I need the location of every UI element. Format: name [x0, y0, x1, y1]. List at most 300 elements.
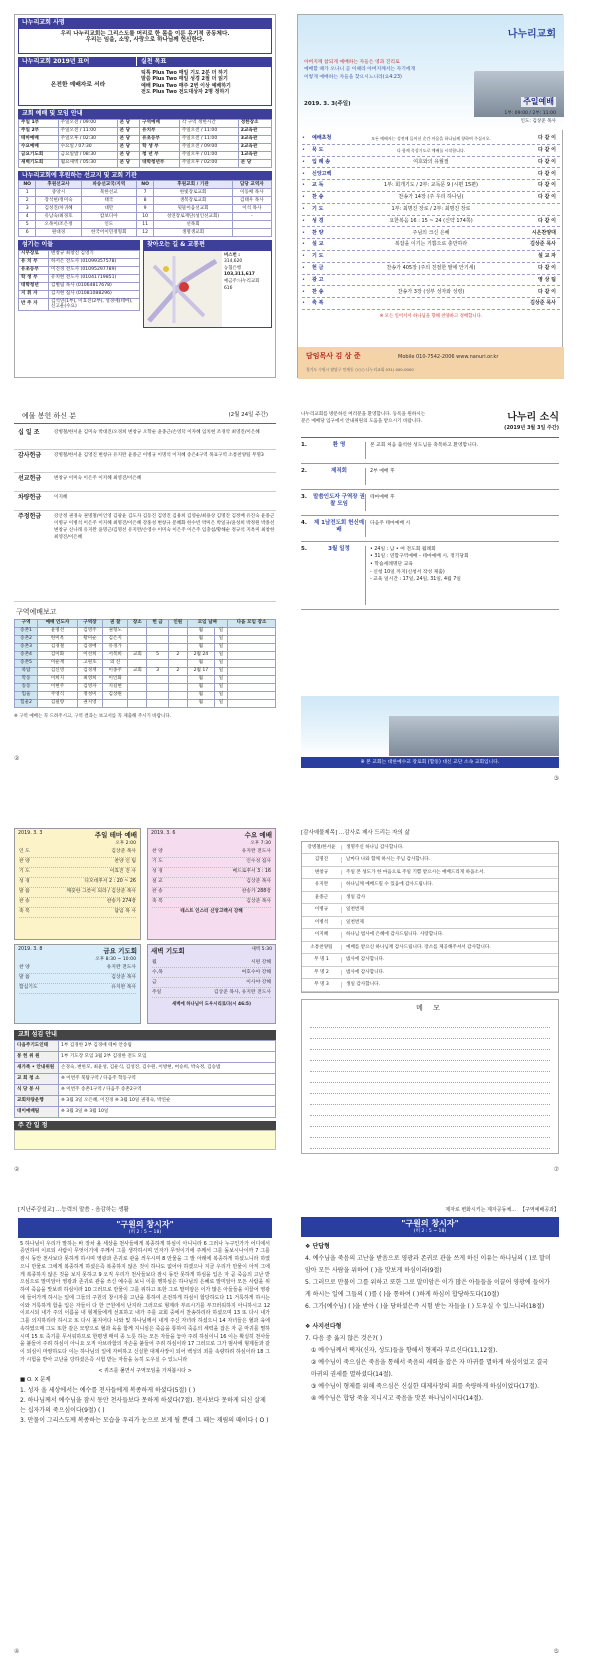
card-rows — [148, 957, 275, 999]
service-row — [19, 868, 136, 878]
order-row — [302, 251, 560, 263]
memo-title: 메 모 — [416, 1003, 444, 1012]
news-heading: 제 1남전도회 헌신예배 — [313, 519, 365, 533]
page-cover — [297, 14, 563, 378]
cell-row — [15, 667, 276, 675]
news-body: 본 교회 처음 출석한 성도님을 축복하고 환영합니다. — [365, 442, 559, 459]
staff-name: 김별림 목사 (01064817678) — [49, 282, 140, 290]
thanks-text: 하나님께 예배드릴 수 있음에 감사드립니다. — [346, 882, 434, 888]
service-row — [152, 888, 271, 898]
order-detail: 찬송가 405장 (주의 친절한 팔에 안기세) — [386, 265, 476, 272]
bullet-icon: • — [302, 253, 305, 260]
bullet-icon: • — [302, 158, 305, 165]
goal-text: 온전한 예배자로 서라 — [50, 82, 106, 89]
cell-value: 2 — [168, 667, 187, 675]
cell-value — [147, 675, 168, 683]
order-row — [302, 180, 560, 192]
order-row — [302, 168, 560, 180]
card-title: 수요 예배 — [244, 831, 272, 839]
cell-value: 교회 — [128, 651, 147, 659]
news-item — [301, 490, 559, 516]
cell-value — [128, 683, 147, 691]
wednesday-card — [147, 828, 276, 940]
order-row — [302, 227, 560, 239]
duty-label: 대이예배팀 — [15, 1106, 59, 1117]
service-row — [19, 888, 136, 898]
order-person: 다 같 이 — [538, 135, 556, 142]
staff-row — [19, 290, 140, 298]
service-part: 축 복 — [19, 909, 30, 915]
cell-value — [227, 643, 275, 651]
mission-cell: 선목회 — [154, 221, 232, 229]
card-time: 오후 8:30 ~ 10:00 — [95, 957, 136, 963]
news-num: 2. — [301, 467, 307, 474]
news-heading: 말씀인도자 구역장 권찰 모임 — [313, 493, 365, 507]
mission-cell: 김성진/차귀혜 — [36, 205, 81, 213]
thanks-text: 생명주신 하나님 감사합니다. — [346, 844, 404, 850]
duty-label: 봉 헌 위 원 — [15, 1051, 59, 1062]
meeting-cell: 주일오전 / 11:00 — [179, 127, 238, 135]
cover-verse — [304, 59, 474, 81]
news-num: 3. — [301, 493, 307, 500]
cell-value — [128, 675, 147, 683]
service-person: 김상준 목사 — [111, 975, 136, 981]
bullet-icon: • — [302, 206, 305, 213]
verse-line: 아버지께 참되게 예배하는 자들은 영과 진리로 — [304, 60, 400, 65]
order-item: 예배초청 — [312, 135, 332, 142]
offering-row — [14, 492, 276, 511]
service-person: 유지완 전도사 — [106, 965, 136, 971]
page-number: ⑤ — [553, 1647, 559, 1655]
cell-row — [15, 659, 276, 667]
offering-names: 강병철/한서윤 김영진 변창규 유지완 윤종근 이병규 이명석 이지혜 송은4구역 목표구역 소통찬양팀 무명3 — [54, 452, 264, 458]
missions-head-cell: NO — [19, 181, 36, 189]
cell-value: 고원호 — [77, 659, 102, 667]
thanks-list — [301, 841, 559, 993]
service-row — [19, 898, 136, 908]
meetings-title: 교회 예배 및 모임 안내 — [18, 109, 272, 119]
card-title: 금요 기도회 — [103, 947, 137, 955]
cell-value: 주영식 — [38, 691, 78, 699]
offering-type: 주정헌금 — [18, 512, 42, 520]
card-time: 오후 2:00 — [115, 841, 136, 847]
staff-name: 유치현 전도사 (01041719851) — [49, 274, 140, 282]
thanks-row — [302, 854, 558, 867]
order-item: 헌 금 — [312, 265, 324, 272]
duty-value: ※ 3월 3일 오은혜, 이진경 ※ 3월 10일 권경숙, 박연순 — [59, 1095, 276, 1106]
lesson-section: ❖ 사지선다형 — [305, 1322, 342, 1330]
order-person: 다 같 이 — [538, 288, 556, 295]
order-row — [302, 263, 560, 275]
service-part: 기 도 — [152, 859, 163, 865]
bullet-icon: • — [302, 135, 305, 142]
cell-value: 서복희 — [103, 651, 128, 659]
meeting-cell: 월요새벽 / 05:30 — [58, 159, 117, 167]
bullet-icon: • — [302, 288, 305, 295]
thanks-row — [302, 954, 558, 967]
duty-value: 손경숙, 변한모, 최윤성, 김운식, 김성진, 김수원, 이방현, 여승희, 박숙정, 김승범 — [59, 1062, 276, 1073]
vision-line-2: 우리는 임을, 소망, 사랑으로 하나님께 헌신한다. — [85, 37, 205, 44]
service-person: 김상준 목사 — [111, 849, 136, 855]
cell-value — [227, 667, 275, 675]
verse-line: 예배할 때가 오나니 곧 이때라 아버지께서는 자기에게 — [304, 67, 416, 73]
news-heading: 제직회 — [331, 467, 347, 474]
meeting-cell: 구역예배 — [140, 119, 180, 127]
cell-head: 구역장 — [77, 619, 102, 627]
cell-value: 일 — [214, 667, 227, 675]
thanks-text: 생일 감사 — [346, 894, 366, 900]
service-part: 월 — [152, 959, 157, 965]
order-person: 다 같 이 — [538, 194, 556, 201]
thanks-title: [감사예물제목] …감사로 제사 드리는 자의 삶 — [301, 830, 410, 836]
cell-value: 김신영 — [38, 667, 78, 675]
cell-head: 인원 — [168, 619, 187, 627]
thanks-name: 유지완 — [302, 882, 342, 888]
order-item: 축 복 — [312, 300, 324, 307]
news-body: 테마예배 후 — [365, 494, 559, 511]
news-date: (2019년 3월 3일 주간) — [504, 424, 559, 431]
cell-value: 월 — [187, 683, 214, 691]
cell-value: 이순재 — [38, 659, 78, 667]
cover-date: 2019. 3. 3(주일) — [304, 101, 351, 107]
cell-value — [168, 643, 187, 651]
cell-row — [15, 691, 276, 699]
service-person: 디모데후서 2 : 20 ~ 26 — [84, 879, 136, 885]
cell-value — [227, 683, 275, 691]
cell-value — [128, 635, 147, 643]
mission-cell: 한빛장로교회 — [154, 189, 232, 197]
cell-value: 일 — [214, 683, 227, 691]
thanks-text: 생일 감사합니다. — [346, 982, 380, 988]
thanks-row — [302, 917, 558, 930]
service-person: 김상준 목사 — [246, 879, 271, 885]
cell-value: 의 신 — [103, 659, 128, 667]
cell-row — [15, 635, 276, 643]
mission-cell: 생복장로교회 — [154, 197, 232, 205]
order-item: 찬 송 — [312, 194, 324, 201]
cell-value: 이희지 — [38, 675, 78, 683]
page-number: ② — [14, 1165, 20, 1173]
staff-role: 대학청년 — [19, 282, 49, 290]
offering-type: 십 일 조 — [18, 428, 40, 436]
offering-type: 차량헌금 — [18, 493, 42, 501]
mission-cell: 9 — [136, 205, 153, 213]
mission-row — [19, 213, 272, 221]
sermon-title-bar — [18, 1218, 272, 1238]
bullet-icon: • — [302, 276, 305, 283]
bullet-icon: • — [302, 147, 305, 154]
meeting-cell: 본 당 — [117, 151, 140, 159]
service-person: 깨끗한 그릇이 되라 / 김상준 목사 — [66, 889, 136, 895]
verse-line: 이렇게 예배하는 자들을 찾으시느니라(요4:23) — [304, 74, 402, 80]
order-item: 광 고 — [312, 276, 324, 283]
service-row — [19, 858, 136, 868]
offering-row — [14, 450, 276, 473]
thanks-name: 무 명 2 — [302, 970, 342, 976]
bullet-icon: • — [302, 265, 305, 272]
duty-value: ※ 3월 3일 ※ 3월 10일 — [59, 1106, 276, 1117]
cell-value: 월 — [187, 627, 214, 635]
practice-item: 전도 Plus Two 전도대상자 2명 정하기 — [141, 88, 230, 95]
thanks-row — [302, 867, 558, 880]
order-item: 입 례 송 — [312, 158, 330, 165]
thanks-text: 날마다 나와 함께 하시는 주님 감사합니다. — [346, 857, 431, 863]
cell-value — [103, 699, 128, 707]
cell-value: 일 — [214, 643, 227, 651]
order-item: 찬 송 — [312, 288, 324, 295]
meeting-cell: 주일오후 / 02:00 — [179, 159, 238, 167]
cell-head: 장소 — [128, 619, 147, 627]
wed-sermon: 테스트 인스터 신앙고백서 강해 — [180, 908, 243, 914]
vision-title: 나누리교회 사명 — [18, 18, 272, 28]
cell-row — [15, 699, 276, 707]
quiz-item: 3. 만물이 그리스도께 복종하는 모습을 우리가 눈으로 보게 될 뿐데 그 때는 재림의 때이다 ( O ) — [20, 1417, 269, 1425]
cell-head: 권 찰 — [103, 619, 128, 627]
service-row — [152, 898, 271, 908]
card-date: 2019. 3. 6 — [151, 831, 176, 836]
cell-value: 황미순 — [77, 635, 102, 643]
staff-table — [18, 250, 140, 311]
cell-value: 이선희 — [77, 651, 102, 659]
mc-option: ③ 예수님이 형제를 위해 죽으심은 신실한 대제사장의 죄를 속량하게 하심이었다(17절). — [311, 1382, 540, 1390]
news-num: 4. — [301, 519, 307, 526]
order-detail: 여호와의 유월절 — [413, 158, 449, 165]
lesson-header-left: 제자로 변화시키는 제자공동체... — [445, 1207, 517, 1213]
service-person: 김상준 목사 — [246, 899, 271, 905]
mission-cell: 북한선교 — [81, 189, 136, 197]
cell-value: 송촌4 — [15, 651, 38, 659]
mc-question: 7. 다음 중 옳지 않은 것은?( ) — [305, 1334, 383, 1342]
order-person: 영 상 팀 — [538, 276, 556, 283]
mission-cell: 5 — [19, 221, 36, 229]
weekly-title: 주 간 일 정 — [14, 1121, 276, 1131]
mc-option: ② 예수님이 죽으심은 죽음을 통해서 죽음의 세력을 잡은 자 마귀를 멸하게 하심이었고 결국 마귀의 권세를 멸하셨다(14절). — [311, 1358, 548, 1378]
mission-cell: 김태우 목사 — [232, 197, 271, 205]
cell-head: 다음 모임 장소 — [227, 619, 275, 627]
offering-names: 변창규 이미숙 이은주 이지혜 최영진/이은혜 — [54, 475, 142, 481]
mission-cell: 생명생교회 — [154, 229, 232, 237]
mission-cell: 4 — [19, 213, 36, 221]
mission-cell: 장석현/정미숙 — [36, 197, 81, 205]
meeting-row — [19, 135, 272, 143]
cell-value: 힘울 — [15, 691, 38, 699]
meeting-cell: 본 당 — [117, 143, 140, 151]
offering-names: 이지혜 — [54, 494, 68, 500]
thanks-name: 무 명 1 — [302, 957, 342, 963]
meeting-cell: 1교육관 — [238, 151, 271, 159]
weekly-schedule — [14, 1130, 276, 1150]
cell-value — [227, 651, 275, 659]
staff-role: 유 치 부 — [19, 258, 49, 266]
cell-value: 일 — [214, 627, 227, 635]
cell-value: 김영자 — [77, 683, 102, 691]
cell-report-table — [14, 619, 276, 708]
meetings-table — [18, 119, 272, 168]
card-time: 오후 7:30 — [250, 841, 271, 847]
news-item — [301, 464, 559, 490]
service-part: 금 — [152, 979, 157, 985]
cell-value: 유경가 — [103, 643, 128, 651]
mission-cell: 유남숙/최경호 — [36, 213, 81, 221]
cell-head: 헌 금 — [147, 619, 168, 627]
mission-cell: 이석 목사 — [232, 205, 271, 213]
service-person: 여호수아 강해 — [241, 969, 271, 975]
staff-row — [19, 258, 140, 266]
service-row — [19, 908, 136, 918]
thanks-name: 강병철/한서윤 — [302, 845, 342, 851]
thanks-text: 주일 본 성도가 한 마음으로 주일 기쁨 받으시는 예배드리게 하옵소서. — [346, 869, 485, 875]
duty-title: 교회 섬김 안내 — [14, 1030, 276, 1040]
cell-value: 송촌3 — [15, 643, 38, 651]
order-detail: 찬송가 14장 (주 우리 하나님) — [398, 194, 464, 201]
order-item: 신앙고백 — [312, 170, 332, 177]
cell-report-title: 구역예배보고 — [16, 607, 57, 616]
cell-head: 구역 — [15, 619, 38, 627]
bullet-icon: • — [302, 300, 305, 307]
meeting-cell: 대학청년부 — [140, 159, 180, 167]
vision-box — [18, 28, 272, 54]
order-row — [302, 192, 560, 204]
thanks-name: 소통찬양팀 — [302, 945, 342, 951]
meeting-cell: 주일오전 / 09:00 — [179, 143, 238, 151]
staff-role: 유초등부 — [19, 266, 49, 274]
offering-type: 선교헌금 — [18, 474, 42, 482]
order-item: 교 독 — [312, 182, 324, 189]
duty-value: ※ 이번주 송촌1구역 / 다음주 송촌2구역 — [59, 1084, 276, 1095]
thanks-row — [302, 842, 558, 855]
cell-value: 2월 17 — [187, 667, 214, 675]
service-row — [152, 958, 271, 968]
news-heading: 3월 일정 — [328, 545, 350, 552]
bullet-icon: • — [302, 217, 305, 224]
duty-label: 새가족 • 안내위원 — [15, 1062, 59, 1073]
mission-cell: 1 — [19, 189, 36, 197]
cell-value — [147, 627, 168, 635]
order-item: 기 도 — [312, 206, 324, 213]
lesson-header-right: 【구역예배공과】 — [520, 1207, 559, 1213]
meeting-row — [19, 159, 272, 167]
duty-label: 교 회 청 소 — [15, 1073, 59, 1084]
page-services — [14, 828, 276, 1173]
meeting-cell: 주일오후 / 01:00 — [179, 151, 238, 159]
cell-value: 송촌2 — [15, 635, 38, 643]
meeting-cell: 주일오전 / 11:00 — [179, 135, 238, 143]
mission-cell: 3 — [19, 205, 36, 213]
cell-value: 최영희 — [77, 675, 102, 683]
duty-table — [14, 1040, 276, 1118]
order-row — [302, 275, 560, 287]
pastor-mobile: Mobile 010-7542-2006 www.nanuri.or.kr — [398, 354, 499, 360]
staff-name: 하서은 전도사 (01099357578) — [49, 258, 140, 266]
cell-head: 예배 인도자 — [38, 619, 78, 627]
lesson-body — [305, 1241, 555, 1405]
sunday-theme-card — [14, 828, 141, 940]
cell-value: 권지영 — [77, 699, 102, 707]
news-list — [301, 437, 559, 610]
meeting-cell: 새벽기도회 — [19, 159, 59, 167]
mission-cell: 캄보디아 — [81, 213, 136, 221]
thanks-row — [302, 942, 558, 955]
duty-row — [15, 1073, 276, 1084]
staff-name: 김석연(1부), 이효진(2부), 성경애(테마), 신고운(수요) — [49, 298, 140, 310]
account-holder: 예금주:나누리교회 — [224, 278, 260, 284]
thanks-row — [302, 904, 558, 917]
offering-row — [14, 511, 276, 602]
order-item: 찬 양 — [312, 229, 324, 236]
page-offerings — [14, 410, 276, 770]
cell-note: ※ 구역 예배는 꼭 드려주시고, 구역 결과는 보고서를 꼭 제출해 주시기 바랍니다. — [14, 713, 172, 719]
bullet-icon: • — [302, 229, 305, 236]
service-part: 말 씀 — [19, 975, 30, 981]
mission-cell: 2 — [19, 197, 36, 205]
meeting-cell: 3교육관 — [238, 135, 271, 143]
page-news — [297, 410, 563, 782]
service-row — [152, 868, 271, 878]
building-image — [389, 716, 559, 756]
bank-extra: 616 — [224, 285, 233, 291]
order-person: 다 같 이 — [538, 158, 556, 165]
cell-row — [15, 683, 276, 691]
service-row — [19, 974, 136, 984]
meeting-cell: 학 생 부 — [140, 143, 180, 151]
blank-question: 5. 그러므로 만물이 그를 위하고 또한 그로 말미암은 이가 많은 아들들을 이끌어 영광에 들어가게 하시는 일에 그들의 ( )를 ( )을 통하여 ( )하게 하심이 합당하도다(10절) — [305, 1278, 550, 1298]
duty-row — [15, 1051, 276, 1062]
meeting-cell: 금요일밤 / 08:30 — [58, 151, 117, 159]
staff-name: 이진경 전도사 (01095297789) — [49, 266, 140, 274]
cell-value: 월 — [187, 635, 214, 643]
cell-head-row — [15, 619, 276, 627]
order-detail: 요한복음 16 : 15 ~ 24 (신약 174쪽) — [389, 217, 473, 224]
page-cell-lesson — [297, 1205, 563, 1655]
duty-value: ※ 이번주 북탑구역 / 다음주 학동구역 — [59, 1073, 276, 1084]
card-time: 새벽 5:30 — [251, 947, 272, 952]
service-part: 설 교 — [152, 879, 163, 885]
welcome-intro: 나누리교회를 방문하신 여러분을 환영합니다. 등록을 원하시는 분은 예배당 입구에서 안내위원의 도움을 받으시기 바랍니다. — [301, 412, 426, 424]
thanks-name: 이병석 — [302, 920, 342, 926]
meeting-cell: 본 당 — [117, 127, 140, 135]
mission-cell: 중앙시 — [36, 189, 81, 197]
cell-value: 한미옥 — [38, 635, 78, 643]
cell-value — [128, 627, 147, 635]
cell-value: 교회 — [128, 667, 147, 675]
quiz-title: < 퀴즈를 풀면서 구역모임을 가져봅시다 > — [98, 1367, 192, 1374]
service-person: 유지완 전도사 — [241, 849, 271, 855]
order-row — [302, 239, 560, 251]
service-person: 찬양 인 팀 — [114, 859, 136, 865]
quiz-item: 2. 하나님께서 예수님을 잠시 동안 천사들보다 못하게 하셨다(7절). 천사보다 못하게 되신 살제는 십자가의 죽으심이다(9절) ( ) — [20, 1396, 266, 1415]
duty-row — [15, 1062, 276, 1073]
cell-value: 월 — [187, 659, 214, 667]
meeting-cell: 수요예배 — [19, 143, 59, 151]
service-row — [152, 978, 271, 988]
cell-value — [147, 683, 168, 691]
meeting-cell: 유치부 — [140, 127, 180, 135]
meeting-cell: 2교육관 — [238, 143, 271, 151]
cell-value — [168, 627, 187, 635]
order-row — [302, 157, 560, 169]
service-row — [19, 984, 136, 994]
cell-row — [15, 643, 276, 651]
map-title: 찾아오는 길 & 교통편 — [143, 240, 272, 250]
friday-card — [14, 944, 141, 1024]
cell-row — [15, 675, 276, 683]
order-row — [302, 133, 560, 145]
bus-number: 314,620 — [224, 259, 243, 265]
missions-head-cell: 후원교회 / 기관 — [154, 181, 232, 189]
page-sermon — [14, 1205, 276, 1655]
order-person: 다 같 이 — [538, 147, 556, 154]
page-number: ② — [14, 755, 20, 762]
